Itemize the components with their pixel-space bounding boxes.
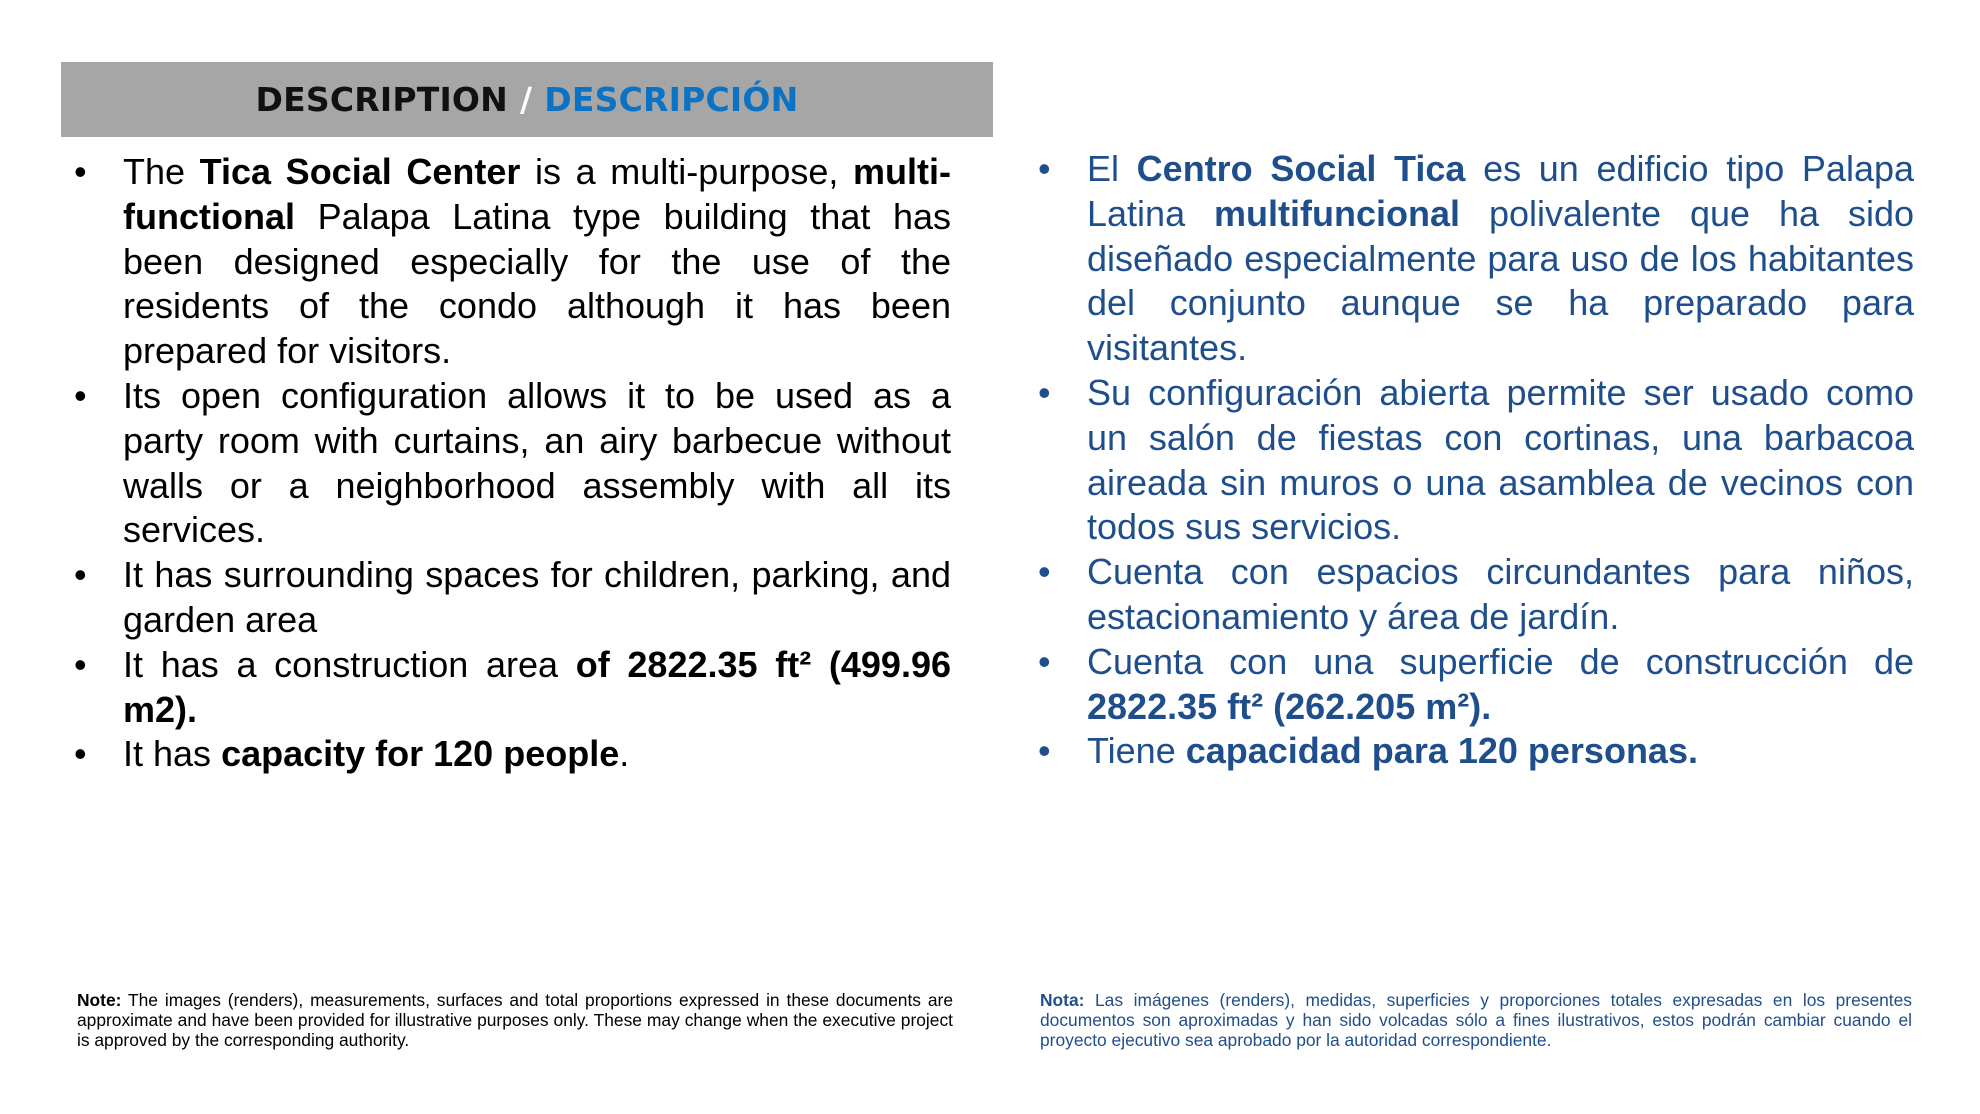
- bullet-icon: •: [1038, 640, 1051, 682]
- text-segment: Cuenta con espacios circundantes para niños, estacionamiento y área de jardín.: [1087, 551, 1914, 637]
- text-segment: It has: [123, 733, 222, 775]
- spanish-item-capacity: [1038, 729, 1914, 774]
- header-title-es: DESCRIPCIÓN: [544, 80, 799, 119]
- text-segment: is a multi-purpose,: [520, 151, 854, 192]
- english-note: [77, 990, 953, 1050]
- spanish-item-configuration: [1038, 371, 1914, 550]
- bold-segment: 2822.35 ft² (262.205 m²).: [1087, 685, 1492, 727]
- spanish-note: [1040, 990, 1912, 1050]
- text-segment: Palapa Latina type building that has been designed especially for the use of the residents of the condo although it has been prepared for visitors.: [123, 195, 951, 372]
- english-item-center: [74, 150, 951, 374]
- bullet-icon: •: [1038, 148, 1051, 189]
- english-item-configuration: [74, 374, 951, 553]
- description-header: [61, 62, 993, 137]
- text-segment: Cuenta con una superficie de construcción de: [1087, 640, 1914, 682]
- text-segment: Its open configuration allows it to be used as a party room with curtains, an airy barbecue without walls or a neighborhood assembly with all its services.: [123, 374, 951, 551]
- bullet-icon: •: [1038, 730, 1051, 772]
- bold-segment: multi-functional: [123, 151, 951, 237]
- text-segment: polivalente que ha sido diseñado especialmente para uso de los habitantes del conjunto aunque se ha preparado para visitantes.: [1087, 192, 1914, 369]
- bold-segment: of 2822.35 ft² (499.96 m2).: [123, 643, 951, 730]
- spanish-item-spaces: [1038, 550, 1914, 640]
- bullet-icon: •: [74, 733, 87, 775]
- text-segment: The: [123, 151, 200, 192]
- header-separator: /: [520, 80, 533, 119]
- bullet-icon: •: [74, 374, 87, 416]
- note-label: Note:: [77, 990, 122, 1010]
- bullet-icon: •: [1038, 551, 1051, 593]
- text-segment: El: [1087, 148, 1137, 189]
- spanish-item-area: [1038, 640, 1914, 730]
- bullet-icon: •: [74, 643, 87, 685]
- bold-segment: Centro Social Tica: [1136, 148, 1466, 189]
- text-segment: Tiene: [1087, 730, 1186, 772]
- text-segment: It has a construction area: [123, 643, 576, 685]
- header-title-en: DESCRIPTION: [255, 80, 509, 119]
- note-text: Las imágenes (renders), medidas, superficies y proporciones totales expresadas en los presentes documentos son aproximadas y han sido volcadas sólo a fines ilustrativos, estos podrán cambiar cuando el proyecto ejecutivo sea aprobado por la autoridad correspondiente.: [1040, 990, 1912, 1050]
- text-segment: Su configuración abierta permite ser usado como un salón de fiestas con cortinas, una barbacoa aireada sin muros o una asamblea de vecinos con todos sus servicios.: [1087, 371, 1914, 548]
- english-item-capacity: [74, 732, 951, 777]
- bullet-icon: •: [74, 151, 87, 192]
- text-segment: It has surrounding spaces for children, parking, and garden area: [123, 554, 951, 640]
- text-segment: .: [619, 733, 630, 775]
- text-segment: es un edificio tipo Palapa Latina: [1087, 148, 1915, 234]
- bold-segment: capacidad para 120 personas.: [1185, 730, 1698, 772]
- english-description-list: [74, 150, 951, 777]
- bullet-icon: •: [74, 554, 87, 596]
- bold-segment: capacity for 120 people: [221, 733, 620, 775]
- bold-segment: Tica Social Center: [199, 151, 521, 192]
- bold-segment: multifuncional: [1214, 192, 1461, 234]
- english-item-spaces: [74, 553, 951, 643]
- bullet-icon: •: [1038, 371, 1051, 413]
- note-label: Nota:: [1040, 990, 1085, 1010]
- spanish-item-center: [1038, 147, 1914, 371]
- english-item-area: [74, 643, 951, 733]
- spanish-description-list: [1038, 147, 1914, 774]
- note-text: The images (renders), measurements, surfaces and total proportions expressed in these documents are approximate and have been provided for illustrative purposes only. These may change when the executive project is approved by the corresponding authority.: [77, 990, 953, 1050]
